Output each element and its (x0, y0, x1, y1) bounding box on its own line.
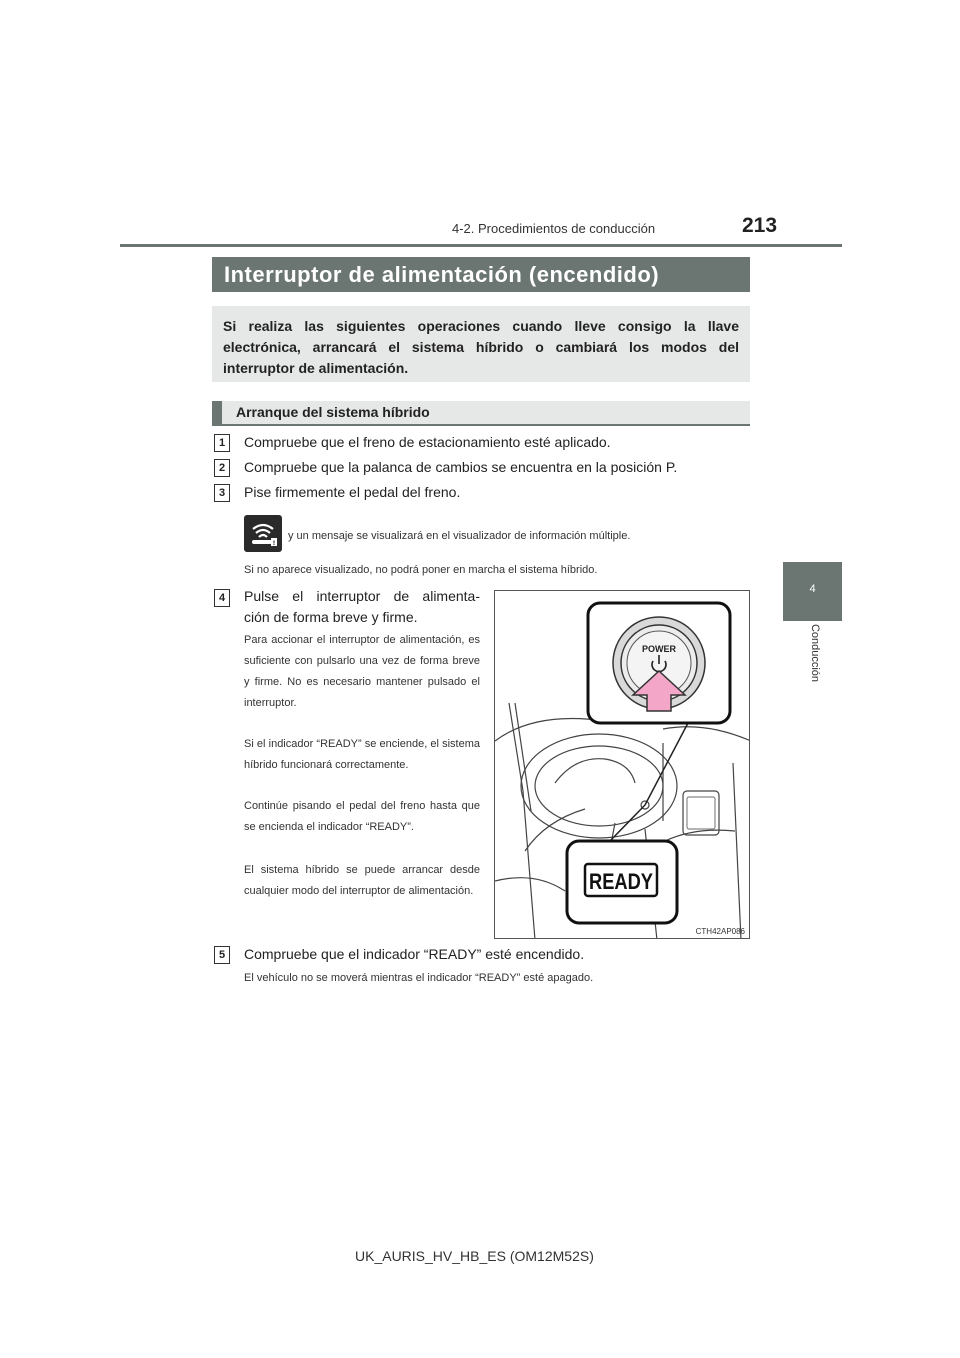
step4-paragraph-1: Para accionar el interruptor de alimentación, es suficiente con pulsarlo una vez de forma breve y firme. No es necesario mantener pulsado el interruptor. (244, 634, 480, 709)
svg-text:!: ! (272, 540, 276, 547)
step4-paragraph-2: Si el indicador “READY” se enciende, el sistema híbrido funcionará correctamente. (244, 738, 480, 771)
header-rule (120, 244, 842, 247)
step-number-2: 2 (214, 459, 230, 477)
chapter-tab: 4 (783, 562, 842, 621)
page-title: Interruptor de alimentación (encendido) (212, 257, 750, 292)
intro-box: Si realiza las siguientes operaciones cuando lleve consigo la llave electrónica, arrancará el sistema híbrido o cambiará los modos del interruptor de alimentación. (212, 306, 750, 382)
step-text-3: Pise firmemente el pedal del freno. (244, 484, 461, 500)
chapter-label: Conducción (809, 623, 821, 683)
step3-note-2: Si no aparece visualizado, no podrá poner en marcha el sistema híbrido. (244, 564, 598, 576)
smart-key-indicator-icon (244, 515, 282, 552)
step3-note-1: y un mensaje se visualizará en el visualizador de información múltiple. (288, 530, 631, 542)
ready-indicator-label: READY (589, 869, 654, 894)
subsection-header (212, 401, 750, 426)
step-number-4: 4 (214, 589, 230, 607)
step5-note: El vehículo no se moverá mientras el indicador “READY” esté apagado. (244, 972, 594, 984)
step-text-1: Compruebe que el freno de estacionamiento esté aplicado. (244, 434, 611, 450)
power-button-label: POWER (641, 644, 677, 654)
step-number-3: 3 (214, 484, 230, 502)
figure-code: CTH42AP086 (695, 927, 745, 936)
subsection-title: Arranque del sistema híbrido (236, 404, 430, 420)
page-number: 213 (742, 214, 778, 237)
step-text-2: Compruebe que la palanca de cambios se encuentra en la posición P. (244, 459, 678, 475)
step-text-5: Compruebe que el indicador “READY” esté encendido. (244, 946, 585, 962)
step-text-4-line1: Pulse el interruptor de alimenta- (244, 588, 480, 604)
section-reference: 4-2. Procedimientos de conducción (452, 221, 656, 236)
subsection-bar (212, 401, 222, 424)
step4-paragraph-4: El sistema híbrido se puede arrancar desde cualquier modo del interruptor de alimentación. (244, 864, 480, 897)
step-number-1: 1 (214, 434, 230, 452)
step-number-5: 5 (214, 946, 230, 964)
chapter-label-wrap (806, 620, 822, 690)
step4-paragraph-3: Continúe pisando el pedal del freno hasta que se encienda el indicador “READY”. (244, 800, 480, 833)
dashboard-illustration (494, 590, 750, 939)
footer-code: UK_AURIS_HV_HB_ES (OM12M52S) (355, 1248, 594, 1264)
step-text-4-line2: ción de forma breve y firme. (244, 609, 418, 625)
